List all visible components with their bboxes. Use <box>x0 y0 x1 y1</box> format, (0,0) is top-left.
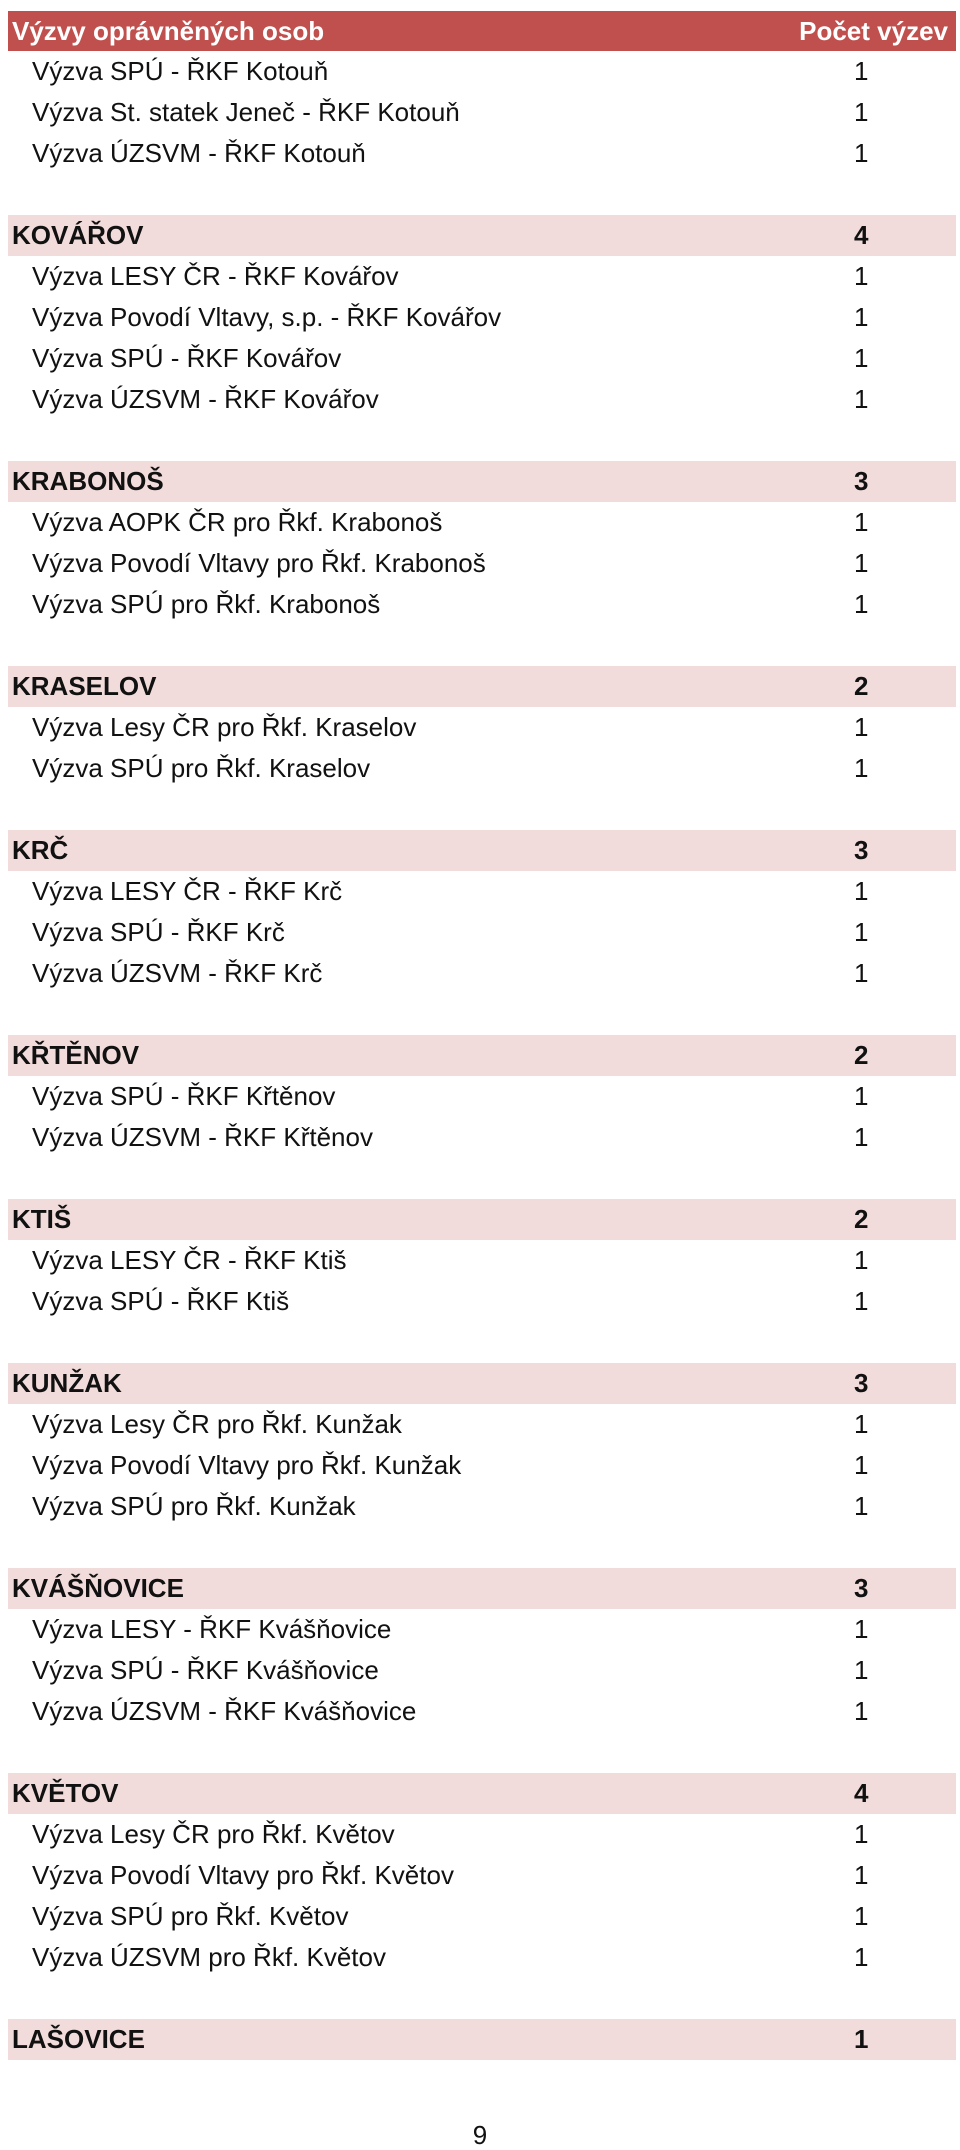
call-label: Výzva ÚZSVM - ŘKF Kvášňovice <box>32 1696 417 1726</box>
table-body <box>8 51 956 2060</box>
group-label: KVĚTOV <box>12 1778 119 1808</box>
page-number: 9 <box>472 2120 488 2150</box>
call-label: Výzva AOPK ČR pro Řkf. Krabonoš <box>32 507 443 537</box>
table-row <box>8 338 956 379</box>
spacer-row <box>8 994 956 1035</box>
call-count: 1 <box>854 1819 869 1849</box>
table-row <box>8 1076 956 1117</box>
group-label: KRABONOŠ <box>12 466 164 496</box>
table-row <box>8 912 956 953</box>
table-row <box>8 953 956 994</box>
table-row <box>8 297 956 338</box>
group-count: 3 <box>854 835 869 865</box>
calls-table <box>8 11 956 2060</box>
table-row <box>8 1486 956 1527</box>
group-count: 2 <box>854 1204 869 1234</box>
spacer-row <box>8 789 956 830</box>
call-label: Výzva ÚZSVM - ŘKF Křtěnov <box>32 1122 373 1152</box>
table-header <box>8 11 956 51</box>
spacer-row <box>8 1322 956 1363</box>
group-row <box>8 1035 956 1076</box>
call-count: 1 <box>854 1696 869 1726</box>
call-count: 1 <box>854 1655 869 1685</box>
call-label: Výzva SPÚ - ŘKF Ktiš <box>32 1286 290 1316</box>
group-label: KVÁŠŇOVICE <box>12 1573 184 1603</box>
spacer-row <box>8 1978 956 2019</box>
call-label: Výzva LESY ČR - ŘKF Ktiš <box>32 1245 347 1275</box>
table-row <box>8 707 956 748</box>
spacer-row <box>8 625 956 666</box>
call-label: Výzva SPÚ pro Řkf. Kunžak <box>32 1491 356 1521</box>
group-row <box>8 1199 956 1240</box>
call-count: 1 <box>854 1942 869 1972</box>
call-count: 1 <box>854 712 869 742</box>
table-row <box>8 1650 956 1691</box>
call-count: 1 <box>854 1901 869 1931</box>
group-label: KOVÁŘOV <box>12 220 144 250</box>
table-row <box>8 1117 956 1158</box>
group-label: KŘTĚNOV <box>12 1040 140 1070</box>
call-count: 1 <box>854 589 869 619</box>
group-row <box>8 1363 956 1404</box>
table-row <box>8 133 956 174</box>
call-label: Výzva ÚZSVM - ŘKF Kovářov <box>32 384 379 414</box>
call-label: Výzva SPÚ - ŘKF Krč <box>32 917 285 947</box>
table-row <box>8 1814 956 1855</box>
group-count: 3 <box>854 1368 869 1398</box>
call-label: Výzva SPÚ pro Řkf. Květov <box>32 1901 349 1931</box>
table-row <box>8 502 956 543</box>
group-row <box>8 830 956 871</box>
call-count: 1 <box>854 343 869 373</box>
call-count: 1 <box>854 56 869 86</box>
group-label: LAŠOVICE <box>12 2024 145 2054</box>
table-row <box>8 1281 956 1322</box>
table-row <box>8 1937 956 1978</box>
table-row <box>8 256 956 297</box>
call-label: Výzva St. statek Jeneč - ŘKF Kotouň <box>32 97 460 127</box>
group-count: 4 <box>854 1778 869 1808</box>
table-row <box>8 1240 956 1281</box>
table-row <box>8 379 956 420</box>
call-label: Výzva Lesy ČR pro Řkf. Květov <box>32 1819 395 1849</box>
call-label: Výzva SPÚ - ŘKF Křtěnov <box>32 1081 336 1111</box>
call-count: 1 <box>854 876 869 906</box>
group-label: KRASELOV <box>12 671 157 701</box>
call-count: 1 <box>854 1614 869 1644</box>
call-label: Výzva Povodí Vltavy pro Řkf. Kunžak <box>32 1450 462 1480</box>
call-count: 1 <box>854 261 869 291</box>
table-row <box>8 543 956 584</box>
call-label: Výzva Lesy ČR pro Řkf. Kunžak <box>32 1409 402 1439</box>
group-count: 2 <box>854 671 869 701</box>
table-row <box>8 51 956 92</box>
call-label: Výzva SPÚ - ŘKF Kvášňovice <box>32 1655 379 1685</box>
call-label: Výzva LESY - ŘKF Kvášňovice <box>32 1614 392 1644</box>
call-count: 1 <box>854 958 869 988</box>
spacer-row <box>8 1527 956 1568</box>
spacer-row <box>8 174 956 215</box>
call-count: 1 <box>854 1245 869 1275</box>
call-count: 1 <box>854 1081 869 1111</box>
group-row <box>8 1773 956 1814</box>
call-label: Výzva Povodí Vltavy pro Řkf. Květov <box>32 1860 454 1890</box>
call-count: 1 <box>854 507 869 537</box>
call-count: 1 <box>854 1409 869 1439</box>
group-count: 4 <box>854 220 869 250</box>
call-count: 1 <box>854 1860 869 1890</box>
table-row <box>8 1896 956 1937</box>
table-row <box>8 92 956 133</box>
header-title: Výzvy oprávněných osob <box>12 16 325 46</box>
call-label: Výzva SPÚ - ŘKF Kovářov <box>32 343 342 373</box>
group-label: KUNŽAK <box>12 1368 122 1398</box>
call-count: 1 <box>854 1491 869 1521</box>
call-label: Výzva ÚZSVM - ŘKF Kotouň <box>32 138 366 168</box>
group-row <box>8 2019 956 2060</box>
group-row <box>8 1568 956 1609</box>
spacer-row <box>8 1158 956 1199</box>
call-count: 1 <box>854 1450 869 1480</box>
call-count: 1 <box>854 138 869 168</box>
header-count-label: Počet výzev <box>799 16 948 46</box>
call-count: 1 <box>854 1122 869 1152</box>
table-row <box>8 871 956 912</box>
call-count: 1 <box>854 384 869 414</box>
group-row <box>8 215 956 256</box>
group-label: KRČ <box>12 835 69 865</box>
table-row <box>8 748 956 789</box>
group-row <box>8 461 956 502</box>
group-count: 2 <box>854 1040 869 1070</box>
group-count: 3 <box>854 466 869 496</box>
group-count: 3 <box>854 1573 869 1603</box>
call-count: 1 <box>854 1286 869 1316</box>
call-count: 1 <box>854 753 869 783</box>
call-count: 1 <box>854 302 869 332</box>
call-label: Výzva LESY ČR - ŘKF Kovářov <box>32 261 399 291</box>
call-label: Výzva Povodí Vltavy, s.p. - ŘKF Kovářov <box>32 302 502 332</box>
call-count: 1 <box>854 917 869 947</box>
table-row <box>8 1855 956 1896</box>
spacer-row <box>8 1732 956 1773</box>
table-row <box>8 584 956 625</box>
table-row <box>8 1691 956 1732</box>
group-row <box>8 666 956 707</box>
table-row <box>8 1609 956 1650</box>
call-label: Výzva SPÚ pro Řkf. Kraselov <box>32 753 371 783</box>
call-count: 1 <box>854 548 869 578</box>
table-row <box>8 1445 956 1486</box>
call-count: 1 <box>854 97 869 127</box>
call-label: Výzva SPÚ - ŘKF Kotouň <box>32 56 329 86</box>
call-label: Výzva Povodí Vltavy pro Řkf. Krabonoš <box>32 548 486 578</box>
call-label: Výzva SPÚ pro Řkf. Krabonoš <box>32 589 381 619</box>
group-count: 1 <box>854 2024 869 2054</box>
call-label: Výzva ÚZSVM pro Řkf. Květov <box>32 1942 386 1972</box>
call-label: Výzva LESY ČR - ŘKF Krč <box>32 876 343 906</box>
table-row <box>8 1404 956 1445</box>
group-label: KTIŠ <box>12 1204 72 1234</box>
call-label: Výzva Lesy ČR pro Řkf. Kraselov <box>32 712 417 742</box>
spacer-row <box>8 420 956 461</box>
call-label: Výzva ÚZSVM - ŘKF Krč <box>32 958 323 988</box>
